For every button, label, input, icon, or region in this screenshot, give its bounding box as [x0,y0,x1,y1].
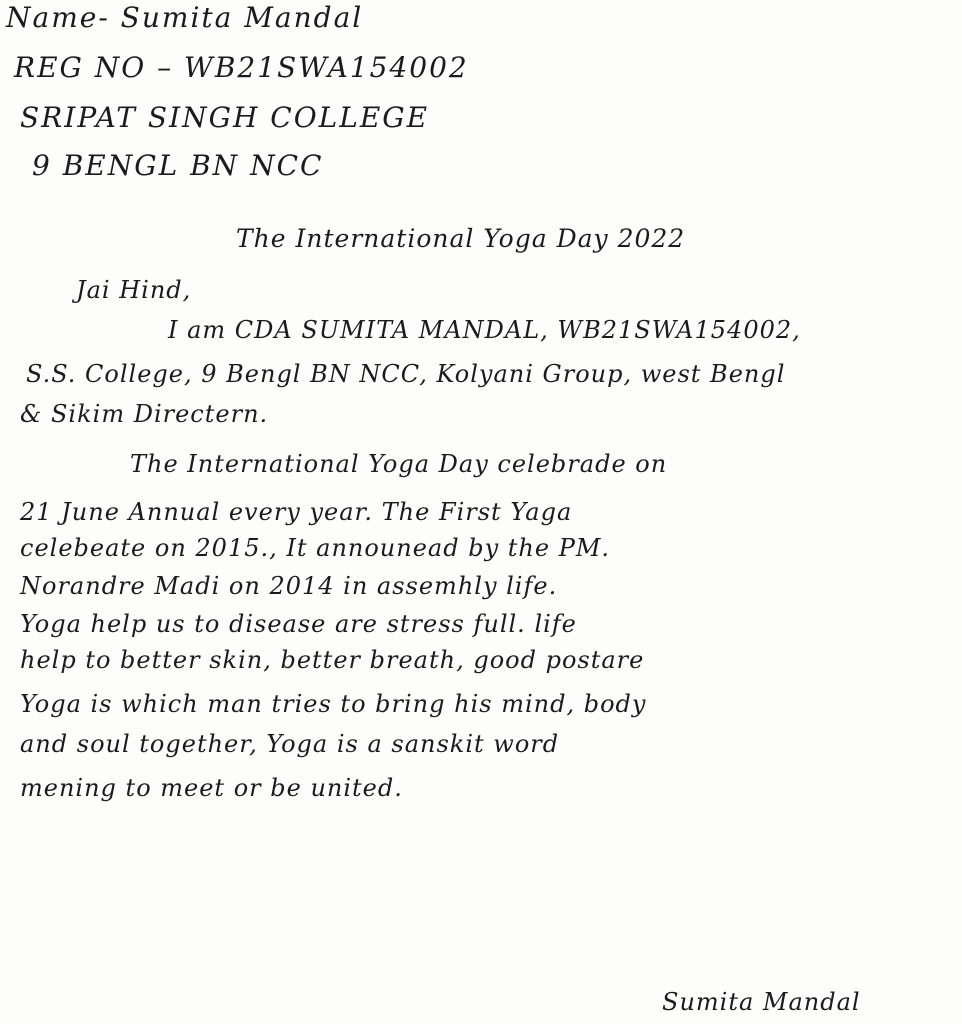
body-line: and soul together, Yoga is a sanskit word [20,730,560,758]
body-line: Yoga is which man tries to bring his mind, body [20,690,647,718]
intro-line: & Sikim Directern. [20,400,269,428]
author-name: Name- Sumita Mandal [6,1,364,34]
body-line: 21 June Annual every year. The First Yaga [20,498,573,526]
body-line: help to better skin, better breath, good postare [20,646,645,674]
ncc-unit: 9 BENGL BN NCC [32,149,324,182]
signature: Sumita Mandal [662,988,861,1016]
intro-line: S.S. College, 9 Bengl BN NCC, Kolyani Group, west Bengl [26,360,786,388]
greeting: Jai Hind, [76,276,192,304]
body-line: The International Yoga Day celebrade on [130,450,668,478]
body-line: celebeate on 2015., It announead by the PM. [20,534,611,562]
letter-title: The International Yoga Day 2022 [236,224,686,253]
body-line: Norandre Madi on 2014 in assemhly life. [20,572,558,600]
body-line: Yoga help us to disease are stress full. life [20,610,577,638]
intro-line: I am CDA SUMITA MANDAL, WB21SWA154002, [168,316,801,344]
college-name: SRIPAT SINGH COLLEGE [20,101,430,134]
registration-number: REG NO – WB21SWA154002 [14,51,469,84]
body-line: mening to meet or be united. [20,774,403,802]
